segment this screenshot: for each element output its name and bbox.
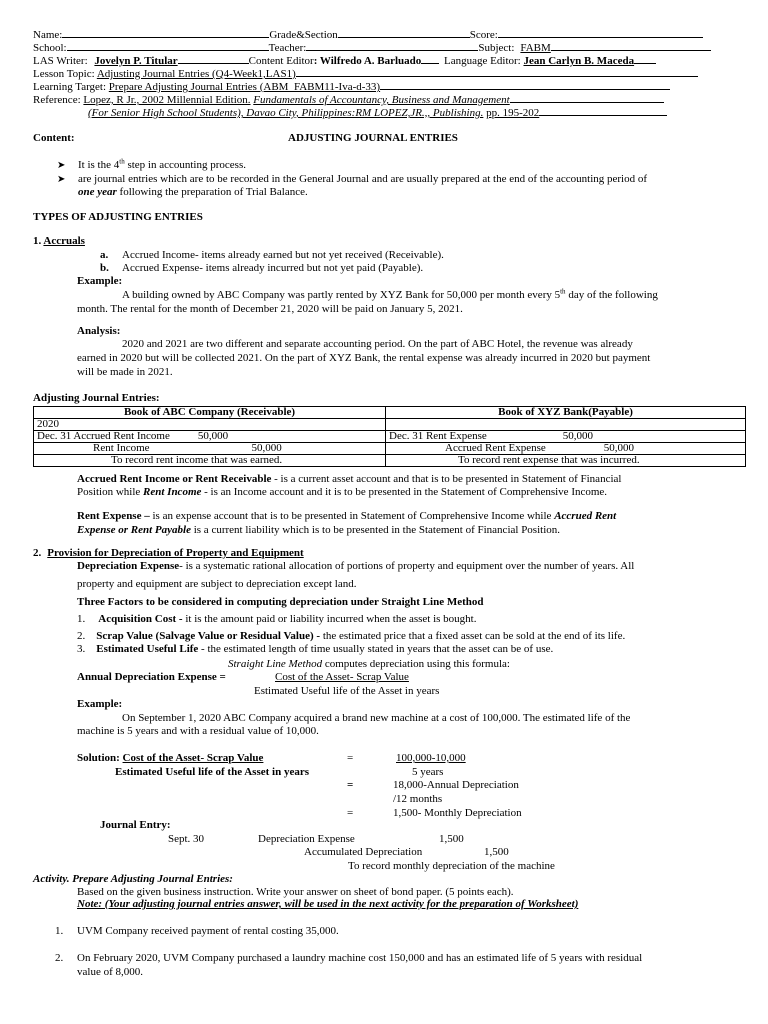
content-editor-blank [421,53,439,64]
subject-value: FABM [520,42,551,54]
item-a-letter: a. [100,249,109,261]
teacher-label: Teacher: [268,42,307,54]
analysis-label: Analysis: [77,325,121,337]
xyz-credit-cell [386,443,746,455]
factor-2-text: the estimated price that a fixed asset can be sold at the end of its life. [320,630,626,642]
writer-blank [178,53,249,64]
factor-3 [77,643,553,656]
bullet-2-bold: one year [78,186,117,198]
content-editor-label: Content Editor [248,55,314,67]
formula-numerator: Cost of the Asset- Scrap Value [275,671,409,683]
example-line-1-a: A building owned by ABC Company was partly rented by XYZ Bank for 50,000 per month every 5 [122,289,561,301]
abc-credit-account: Rent Income [93,442,150,454]
solution-value-5: 1,500- Monthly Depreciation [393,807,522,819]
rent-expense-line-1 [77,510,616,523]
depreciation-num: 2. [33,547,42,559]
bullet-1-text-end: step in accounting process. [124,159,246,171]
analysis-line-2: earned in 2020 but will be collected 2021. On the part of XYZ Bank, the rental expense was already incurred in 2020 but payment [77,352,651,364]
analysis-line-1: 2020 and 2021 are two different and separate accounting period. On the part of ABC Hotel, the revenue was already [122,338,633,350]
language-editor-blank [634,53,656,64]
bullet-1-sup: th [119,157,125,166]
xyz-debit-account: Dec. 31 Rent Expense [389,430,487,442]
name-label: Name: [33,29,63,41]
accrued-note-line-2 [77,486,607,499]
example-label: Example: [77,275,123,287]
question-2-num: 2. [55,952,64,964]
je-memo: To record monthly depreciation of the machine [348,860,555,872]
depreciation-heading [33,547,304,560]
target-label: Learning Target: [33,81,107,93]
dep-example-line-2: machine is 5 years and with a residual value of 10,000. [77,725,319,737]
subject-label: Subject: [478,42,515,54]
topic-label: Lesson Topic: [33,68,95,80]
table-row [34,443,746,455]
factors-heading: Three Factors to be considered in computing depreciation under Straight Line Method [77,596,484,608]
equals-1: = [347,752,354,764]
rent-expense-line-2 [77,524,560,537]
accruals-num: 1. [33,235,42,247]
formula-denominator: Estimated Useful life of the Asset in years [254,685,440,697]
arrow-bullet-icon: ➤ [57,160,66,171]
accruals-heading [33,235,85,248]
bullet-2-line-1: are journal entries which are to be recorded in the General Journal and are usually prepared at the end of the accounting period of [78,173,648,185]
xyz-debit-amount: 50,000 [562,430,593,442]
xyz-debit-cell [386,431,746,443]
accrued-note-line-1 [77,473,621,486]
empty-cell [386,419,746,431]
language-editor-value: Jean Carlyn B. Maceda [523,55,635,67]
content-editor-value: : Wilfredo A. Barluado [313,55,422,67]
topic-blank [296,66,698,77]
factor-2 [77,630,625,643]
abc-debit-amount: 50,000 [197,430,229,442]
xyz-credit-amount: 50,000 [603,442,635,454]
bullet-1 [78,159,246,172]
je-debit-amount: 1,500 [439,833,464,845]
language-editor-label: Language Editor: [444,55,521,67]
formula-label: Annual Depreciation Expense = [77,671,226,683]
factor-1-text: it is the amount paid or liability incurred when the asset is bought. [182,613,477,625]
depreciation-def-text: - is a systematic rational allocation of portions of property and equipment over the number of years. All [179,560,635,572]
factor-1-num: 1. [77,613,86,625]
grade-blank [338,27,470,38]
depreciation-def-line-1 [77,560,634,573]
table-row [34,455,746,467]
xyz-credit-account: Accrued Rent Expense [445,442,546,454]
rent-expense-bi-2: Expense or Rent Payable [77,524,191,536]
abc-debit-cell [34,431,386,443]
abc-debit-account: Dec. 31 Accrued Rent Income [37,430,170,442]
depreciation-def-bold: Depreciation Expense [77,560,180,572]
accrued-note-bold-2: Rent Income [143,486,202,498]
item-a-text: Accrued Income- items already earned but not yet received (Receivable). [122,249,444,261]
journal-entry-label: Journal Entry: [100,819,171,831]
arrow-bullet-icon: ➤ [57,174,66,185]
equals-3: = [347,807,354,819]
rent-expense-text: is an expense account that is to be presented in Statement of Comprehensive Income while [149,510,555,522]
accrued-note-bold: Accrued Rent Income or Rent Receivable [77,473,272,485]
writer-value: Jovelyn P. Titular [94,55,178,67]
bullet-2-line-2 [78,186,308,199]
example-line-2: month. The rental for the month of December 21, 2020 will be paid on January 5, 2021. [77,303,463,315]
question-2-line-2: value of 8,000. [77,966,143,978]
question-1: UVM Company received payment of rental costing 35,000. [77,925,339,937]
accrued-note-text: - is a current asset account and that is to be presented in Statement of Financial [271,473,622,485]
col-header-abc: Book of ABC Company (Receivable) [34,407,386,419]
solution-value-1: 100,000-10,000 [396,752,466,764]
rent-expense-bi-1: Accrued Rent [554,510,617,522]
solution-denominator: Estimated Useful life of the Asset in years [115,766,310,778]
factor-2-num: 2. [77,630,86,642]
writer-label: LAS Writer: [33,55,88,67]
je-credit-account: Accumulated Depreciation [304,846,423,858]
content-title: ADJUSTING JOURNAL ENTRIES [288,132,458,144]
je-debit-account: Depreciation Expense [258,833,355,845]
reference-value-1: Lopez, R Jr., 2002 Millennial Edition. [83,94,251,106]
entries-heading: Adjusting Journal Entries: [33,392,160,404]
abc-credit-cell [34,443,386,455]
reference-blank-2 [539,105,667,116]
example-line-1 [122,289,658,302]
score-blank [498,27,703,38]
grade-label: Grade&Section [269,29,338,41]
je-date: Sept. 30 [168,833,205,845]
rent-expense-bold: Rent Expense – [77,510,150,522]
depreciation-title: Provision for Depreciation of Property and Equipment [47,547,304,559]
school-blank [67,40,269,51]
abc-credit-amount: 50,000 [251,442,282,454]
depreciation-def-line-2: property and equipment are subject to depreciation except land. [77,578,357,590]
slm-line [228,658,510,671]
col-header-xyz: Book of XYZ Bank(Payable) [386,407,746,419]
rent-expense-text-2: is a current liability which is to be presented in the Statement of Financial Position. [190,524,561,536]
table-row [34,407,746,419]
example-sup: th [560,287,566,296]
accrued-note-text-2a: Position while [77,486,144,498]
question-1-num: 1. [55,925,64,937]
example-line-1-b: day of the following [565,289,658,301]
accrued-note-text-2b: - is an Income account and it is to be presented in the Statement of Comprehensive Income. [201,486,608,498]
score-label: Score: [469,29,498,41]
factor-2-bold: Scrap Value (Salvage Value or Residual Value) - [96,630,321,642]
table-row [34,419,746,431]
xyz-memo: To record rent expense that was incurred. [386,455,746,467]
content-label: Content: [33,132,75,144]
year-cell: 2020 [34,419,386,431]
reference-pages: pp. 195-202 [486,107,540,119]
accruals-title: Accruals [43,235,85,247]
solution-numerator: Cost of the Asset- Scrap Value [122,752,264,764]
solution-value-3: 18,000-Annual Depreciation [393,779,519,791]
item-b-letter: b. [100,262,109,274]
table-row [34,431,746,443]
subject-blank [551,40,711,51]
question-2-line-1: On February 2020, UVM Company purchased a laundry machine cost 150,000 and has an estimated life of 5 years with residual [77,952,643,964]
name-blank [62,27,269,38]
reference-label: Reference: [33,94,81,106]
factor-3-num: 3. [77,643,86,655]
activity-note: Note: (Your adjusting journal entries answer, will be used in the next activity for the preparation of Worksheet) [77,898,579,910]
dep-example-label: Example: [77,698,123,710]
solution-label: Solution: [77,752,120,764]
topic-value: Adjusting Journal Entries (Q4-Week1,LAS1) [96,68,296,80]
slm-text: computes depreciation using this formula: [322,658,510,670]
equals-2: = [347,779,354,791]
reference-value-2: Fundamentals of Accountancy, Business and Management [253,94,510,106]
school-label: School: [33,42,67,54]
abc-memo: To record rent income that was earned. [34,455,386,467]
activity-title: Activity. Prepare Adjusting Journal Entries: [33,873,233,885]
factor-3-bold: Estimated Useful Life [96,643,199,655]
solution-value-4: /12 months [393,793,443,805]
je-credit-amount: 1,500 [484,846,509,858]
teacher-blank [306,40,478,51]
factor-1-bold: Acquisition Cost - [98,613,183,625]
analysis-line-3: will be made in 2021. [77,366,173,378]
bullet-1-text: It is the 4 [78,159,120,171]
solution-value-2: 5 years [412,766,444,778]
factor-3-text: - the estimated length of time usually stated in years that the asset can be of use. [198,643,554,655]
adjusting-entries-table [33,406,746,467]
reference-value-3: (For Senior High School Students), Davao City, Philippines:RM LOPEZ,JR.,, Publishing. [88,107,484,119]
item-b-text: Accrued Expense- items already incurred but not yet paid (Payable). [122,262,424,274]
activity-instruction: Based on the given business instruction. Write your answer on sheet of bond paper. (5 points each). [77,886,514,898]
slm-italic: Straight Line Method [228,658,323,670]
types-heading: TYPES OF ADJUSTING ENTRIES [33,211,203,223]
solution-line [77,752,263,765]
reference-row-2 [88,105,667,120]
reference-blank [510,92,664,103]
bullet-2-rest: following the preparation of Trial Balance. [116,186,308,198]
factor-1 [77,613,476,626]
target-blank [380,79,670,90]
dep-example-line-1: On September 1, 2020 ABC Company acquired a brand new machine at a cost of 100,000. The estimated life of the [122,712,631,724]
target-value: Prepare Adjusting Journal Entries (ABM_FABM11-Iva-d-33) [108,81,381,93]
